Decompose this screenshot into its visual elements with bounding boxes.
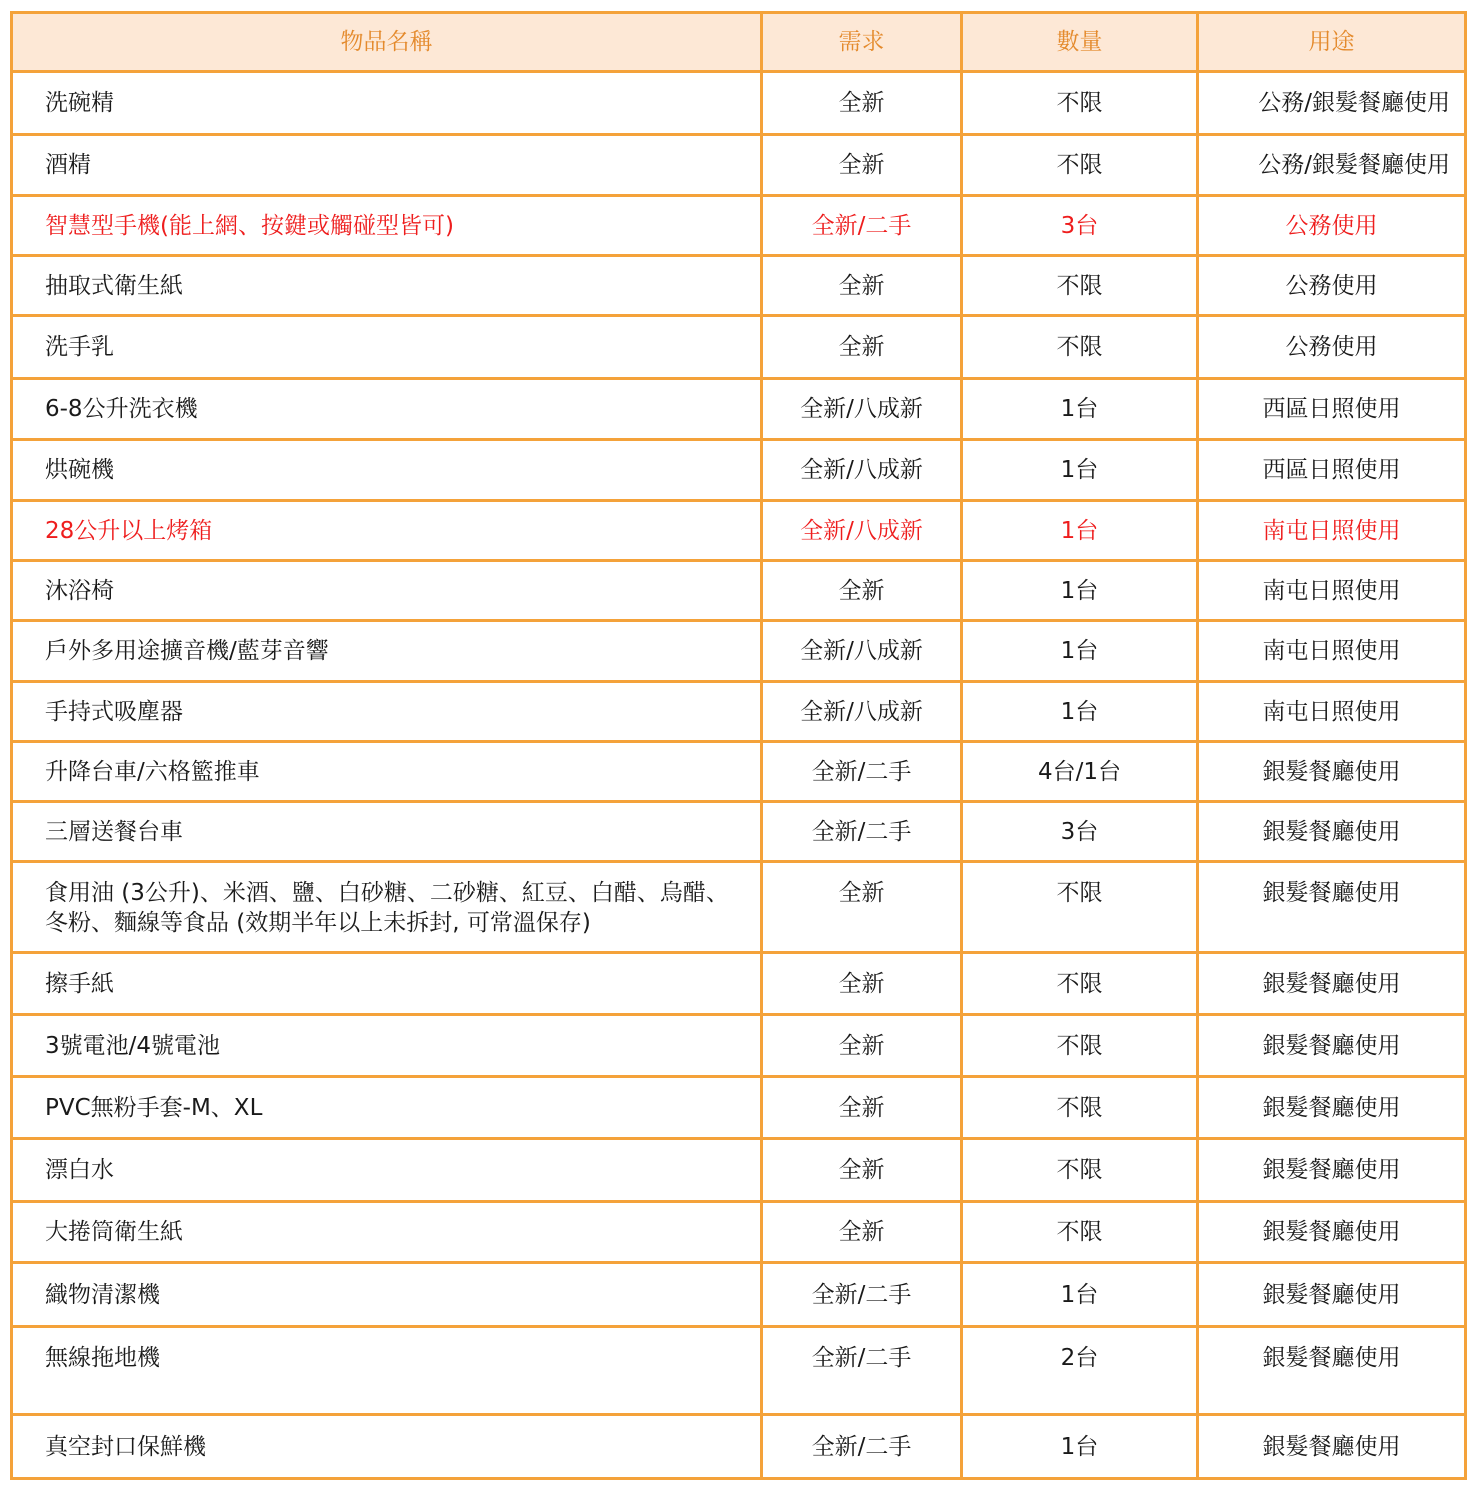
- table-row-highlighted: [12, 196, 1466, 256]
- item-name-cell: 真空封口保鮮機: [12, 1415, 762, 1479]
- usage-cell: 銀髮餐廳使用: [1198, 802, 1466, 862]
- table-row: [12, 440, 1466, 501]
- usage-cell: 公務使用: [1198, 316, 1466, 379]
- header-quantity: 數量: [962, 13, 1198, 72]
- condition-cell: 全新/二手: [762, 742, 962, 802]
- usage-cell: 南屯日照使用: [1198, 561, 1466, 621]
- usage-cell: 銀髮餐廳使用: [1198, 1139, 1466, 1202]
- quantity-cell: 不限: [962, 1139, 1198, 1202]
- table-row: [12, 1077, 1466, 1139]
- condition-cell: 全新/八成新: [762, 379, 962, 440]
- item-name-cell: 28公升以上烤箱: [12, 501, 762, 561]
- table-row: [12, 256, 1466, 316]
- usage-cell: 銀髮餐廳使用: [1198, 1015, 1466, 1077]
- condition-cell: 全新/二手: [762, 196, 962, 256]
- table-row: [12, 1263, 1466, 1327]
- item-name-cell: 手持式吸塵器: [12, 682, 762, 742]
- quantity-cell: 3台: [962, 802, 1198, 862]
- condition-cell: 全新: [762, 135, 962, 196]
- item-name-cell: 食用油 (3公升)、米酒、鹽、白砂糖、二砂糖、紅豆、白醋、烏醋、冬粉、麵線等食品 (效期半年以上未拆封, 可常溫保存): [12, 862, 762, 953]
- quantity-cell: 不限: [962, 953, 1198, 1015]
- condition-cell: 全新/八成新: [762, 621, 962, 682]
- item-name-cell: 洗手乳: [12, 316, 762, 379]
- table-row: [12, 1139, 1466, 1202]
- header-item-name: 物品名稱: [12, 13, 762, 72]
- quantity-cell: 不限: [962, 256, 1198, 316]
- item-name-cell: 烘碗機: [12, 440, 762, 501]
- usage-cell: 公務使用: [1198, 196, 1466, 256]
- donation-needs-table-wrapper: [10, 11, 1467, 1480]
- table-row-highlighted: [12, 501, 1466, 561]
- quantity-cell: 不限: [962, 1202, 1198, 1263]
- condition-cell: 全新/二手: [762, 1327, 962, 1415]
- item-name-cell: 沐浴椅: [12, 561, 762, 621]
- quantity-cell: 不限: [962, 316, 1198, 379]
- table-row: [12, 1327, 1466, 1415]
- quantity-cell: 1台: [962, 561, 1198, 621]
- quantity-cell: 1台: [962, 682, 1198, 742]
- item-name-cell: 擦手紙: [12, 953, 762, 1015]
- quantity-cell: 3台: [962, 196, 1198, 256]
- condition-cell: 全新: [762, 1202, 962, 1263]
- table-row: [12, 1415, 1466, 1479]
- item-name-cell: 抽取式衛生紙: [12, 256, 762, 316]
- quantity-cell: 不限: [962, 135, 1198, 196]
- table-row: [12, 135, 1466, 196]
- table-row: [12, 72, 1466, 135]
- usage-cell: 銀髮餐廳使用: [1198, 1415, 1466, 1479]
- item-name-cell: PVC無粉手套-M、XL: [12, 1077, 762, 1139]
- item-name-cell: 酒精: [12, 135, 762, 196]
- usage-cell: 南屯日照使用: [1198, 621, 1466, 682]
- table-row: [12, 953, 1466, 1015]
- table-row: [12, 1015, 1466, 1077]
- usage-cell: 銀髮餐廳使用: [1198, 953, 1466, 1015]
- quantity-cell: 不限: [962, 1077, 1198, 1139]
- usage-cell: 西區日照使用: [1198, 379, 1466, 440]
- item-name-cell: 織物清潔機: [12, 1263, 762, 1327]
- usage-cell: 公務使用: [1198, 256, 1466, 316]
- item-name-cell: 3號電池/4號電池: [12, 1015, 762, 1077]
- quantity-cell: 1台: [962, 440, 1198, 501]
- quantity-cell: 1台: [962, 501, 1198, 561]
- item-name-cell: 智慧型手機(能上網、按鍵或觸碰型皆可): [12, 196, 762, 256]
- usage-cell: 銀髮餐廳使用: [1198, 862, 1466, 953]
- table-row: [12, 862, 1466, 953]
- condition-cell: 全新/八成新: [762, 501, 962, 561]
- condition-cell: 全新: [762, 1139, 962, 1202]
- table-row: [12, 561, 1466, 621]
- quantity-cell: 1台: [962, 621, 1198, 682]
- condition-cell: 全新/八成新: [762, 682, 962, 742]
- usage-cell: 南屯日照使用: [1198, 501, 1466, 561]
- donation-needs-table: [10, 11, 1467, 1480]
- item-name-cell: 洗碗精: [12, 72, 762, 135]
- table-row: [12, 802, 1466, 862]
- header-row: [12, 13, 1466, 72]
- condition-cell: 全新: [762, 862, 962, 953]
- usage-cell: 銀髮餐廳使用: [1198, 1077, 1466, 1139]
- quantity-cell: 不限: [962, 862, 1198, 953]
- condition-cell: 全新: [762, 72, 962, 135]
- quantity-cell: 不限: [962, 1015, 1198, 1077]
- table-row: [12, 1202, 1466, 1263]
- condition-cell: 全新: [762, 953, 962, 1015]
- condition-cell: 全新: [762, 561, 962, 621]
- table-row: [12, 682, 1466, 742]
- quantity-cell: 不限: [962, 72, 1198, 135]
- quantity-cell: 1台: [962, 379, 1198, 440]
- usage-cell: 公務/銀髮餐廳使用: [1198, 135, 1466, 196]
- condition-cell: 全新: [762, 1077, 962, 1139]
- usage-cell: 南屯日照使用: [1198, 682, 1466, 742]
- item-name-cell: 戶外多用途擴音機/藍芽音響: [12, 621, 762, 682]
- condition-cell: 全新/二手: [762, 1263, 962, 1327]
- table-body: [12, 72, 1466, 1479]
- table-row: [12, 316, 1466, 379]
- condition-cell: 全新: [762, 316, 962, 379]
- quantity-cell: 4台/1台: [962, 742, 1198, 802]
- condition-cell: 全新: [762, 1015, 962, 1077]
- item-name-cell: 升降台車/六格籃推車: [12, 742, 762, 802]
- usage-cell: 西區日照使用: [1198, 440, 1466, 501]
- quantity-cell: 1台: [962, 1263, 1198, 1327]
- header-condition: 需求: [762, 13, 962, 72]
- condition-cell: 全新/二手: [762, 1415, 962, 1479]
- usage-cell: 銀髮餐廳使用: [1198, 1327, 1466, 1415]
- usage-cell: 公務/銀髮餐廳使用: [1198, 72, 1466, 135]
- table-row: [12, 742, 1466, 802]
- item-name-cell: 漂白水: [12, 1139, 762, 1202]
- item-name-cell: 三層送餐台車: [12, 802, 762, 862]
- usage-cell: 銀髮餐廳使用: [1198, 1263, 1466, 1327]
- quantity-cell: 1台: [962, 1415, 1198, 1479]
- item-name-cell: 6-8公升洗衣機: [12, 379, 762, 440]
- table-row: [12, 379, 1466, 440]
- header-usage: 用途: [1198, 13, 1466, 72]
- item-name-cell: 大捲筒衛生紙: [12, 1202, 762, 1263]
- table-header: [12, 13, 1466, 72]
- condition-cell: 全新/八成新: [762, 440, 962, 501]
- item-name-cell: 無線拖地機: [12, 1327, 762, 1415]
- quantity-cell: 2台: [962, 1327, 1198, 1415]
- usage-cell: 銀髮餐廳使用: [1198, 742, 1466, 802]
- condition-cell: 全新: [762, 256, 962, 316]
- usage-cell: 銀髮餐廳使用: [1198, 1202, 1466, 1263]
- condition-cell: 全新/二手: [762, 802, 962, 862]
- table-row: [12, 621, 1466, 682]
